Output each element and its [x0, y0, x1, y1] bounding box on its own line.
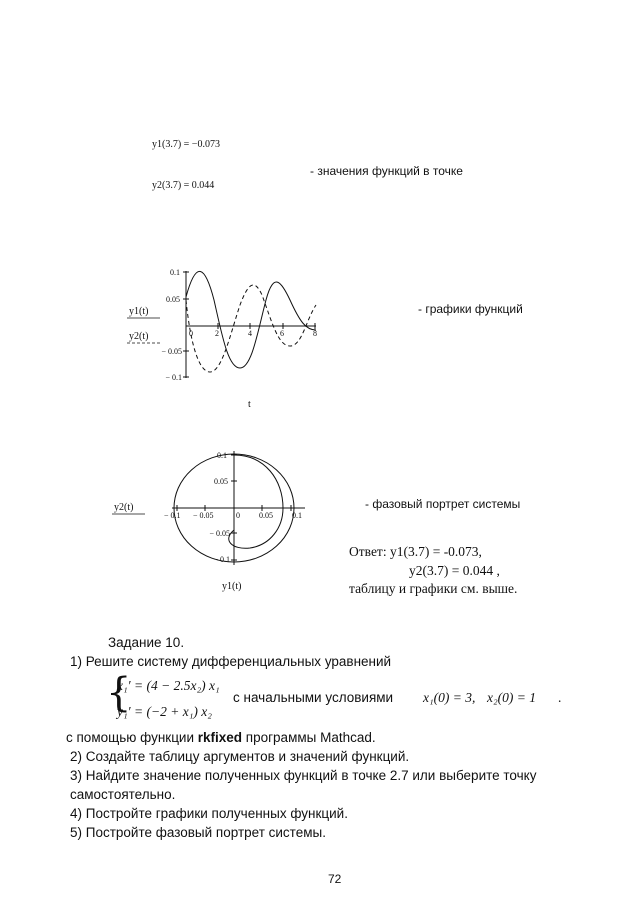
time-y-tick-label: − 0.1: [165, 373, 182, 382]
conditions-prefix: с начальными условиями: [233, 690, 394, 705]
equation-2: y₁′ = (−2 + x₁) x₂: [117, 704, 212, 719]
equation-1: x₁′ = (4 − 2.5x₂) x₁: [117, 678, 220, 693]
y1-value: y1(3.7) = −0.073: [152, 139, 220, 150]
time-y-tick-label: 0.1: [170, 268, 180, 277]
phase-y-tick-label: 0.1: [217, 451, 227, 460]
phase-x-tick-label: 0: [236, 511, 240, 520]
conditions-end: .: [558, 690, 562, 705]
phase-x-tick-label: 0.05: [259, 511, 273, 520]
phase-plot-ticks: [164, 451, 302, 564]
time-plot-y1-curve: [186, 271, 316, 368]
time-plot-y-ticks: [161, 268, 189, 382]
phase-x-tick-label: 0.1: [292, 511, 302, 520]
time-x-tick-label: 8: [313, 329, 317, 338]
answer-line-3: таблицу и графики см. выше.: [349, 581, 518, 596]
time-y-tick-label: 0.05: [166, 295, 180, 304]
task-item-3a: 3) Найдите значение полученных функций в точке 2.7 или выберите точку: [70, 768, 537, 783]
time-plot-note: - графики функций: [418, 302, 523, 316]
equation-brace: {: [106, 670, 132, 716]
phase-y-tick-label: − 0.05: [209, 529, 230, 538]
phase-x-tick-label: − 0.1: [164, 511, 181, 520]
phase-plot-note: - фазовый портрет системы: [365, 497, 521, 511]
phase-plot-xlabel: y1(t): [222, 581, 242, 592]
phase-y-tick-label: 0.05: [214, 477, 228, 486]
phase-outer-orbit: [174, 454, 294, 562]
phase-inner-orbit: [229, 455, 283, 548]
time-plot-ylabel-2: y2(t): [129, 331, 149, 342]
time-x-tick-label: 6: [280, 329, 284, 338]
task-item-2: 2) Создайте таблицу аргументов и значений функций.: [70, 749, 410, 764]
time-x-tick-label: 4: [248, 329, 252, 338]
answer-line-2: y2(3.7) = 0.044 ,: [409, 563, 500, 578]
values-note: - значения функций в точке: [310, 164, 463, 178]
task-item-5: 5) Постройте фазовый портрет системы.: [70, 825, 326, 840]
phase-y-tick-label: − 0.1: [213, 555, 230, 564]
method-suffix: программы Mathcad.: [242, 730, 376, 745]
time-plot-y2-curve: [186, 285, 316, 372]
task-title: Задание 10.: [108, 635, 185, 650]
condition-x1: x₁(0) = 3,: [423, 690, 476, 705]
time-plot-ylabel-1: y1(t): [129, 306, 149, 317]
time-plot-xlabel: t: [248, 399, 251, 410]
phase-plot-ylabel: y2(t): [114, 502, 134, 513]
phase-x-tick-label: − 0.05: [193, 511, 214, 520]
method-function: rkfixed: [197, 730, 243, 745]
method-prefix: с помощью функции: [66, 730, 198, 745]
answer-line-1: Ответ: y1(3.7) = -0.073,: [349, 544, 482, 559]
y2-value: y2(3.7) = 0.044: [152, 180, 215, 191]
task-item-4: 4) Постройте графики полученных функций.: [70, 806, 348, 821]
page-number: 72: [328, 872, 342, 886]
task-item-3b: самостоятельно.: [70, 787, 176, 802]
task-method: [66, 730, 376, 745]
time-y-tick-label: − 0.05: [161, 347, 182, 356]
task-item-1: 1) Решите систему дифференциальных уравнений: [70, 654, 392, 669]
time-plot-x-ticks: [189, 323, 317, 338]
time-x-tick-label: 0: [189, 329, 193, 338]
time-x-tick-label: 2: [215, 329, 219, 338]
condition-x2: x₂(0) = 1: [487, 690, 537, 705]
